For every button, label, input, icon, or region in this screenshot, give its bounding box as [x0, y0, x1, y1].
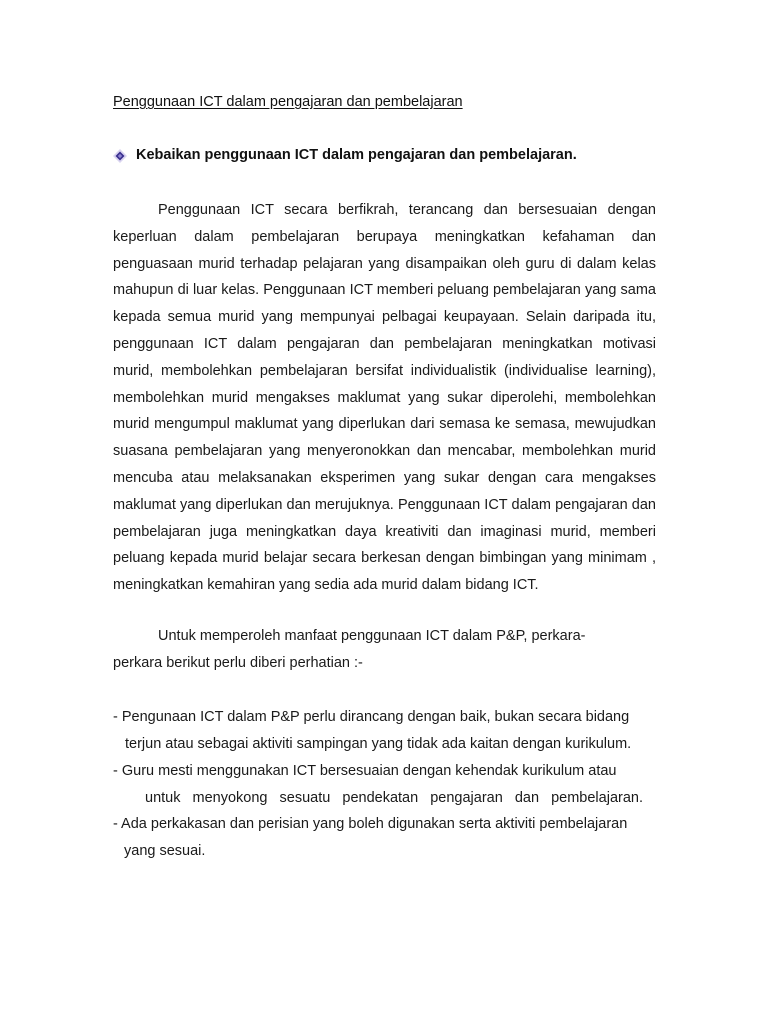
paragraph-1: Penggunaan ICT secara berfikrah, terancang dan bersesuaian dengan keperluan dalam pembelajaran berupaya meningkatkan kefahaman dan penguasaan murid terhadap pelajaran yang disampaikan oleh guru di dalam kelas mahupun di luar kelas. Penggunaan ICT memberi peluang pembelajaran yang sama kepada semua murid yang mempunyai pelbagai keupayaan. Selain daripada itu, penggunaan ICT dalam pengajaran dan pembelajaran meningkatkan motivasi murid, membolehkan pembelajaran bersifat individualistik (individualise learning), membolehkan murid mengakses maklumat yang sukar diperolehi, membolehkan murid mengumpul maklumat yang diperlukan dari semasa ke semasa, mewujudkan suasana pembelajaran yang menyeronokkan dan mencabar, membolehkan murid mencuba atau melaksanakan eksperimen yang sukar dengan cara mengakses maklumat yang diperlukan dan merujuknya. Penggunaan ICT dalam pengajaran dan pembelajaran juga meningkatkan daya kreativiti dan imaginasi murid, memberi peluang kepada murid belajar secara berkesan dengan bimbingan yang minimam , meningkatkan kemahiran yang sedia ada murid dalam bidang ICT.	[113, 202, 656, 594]
diamond-bullet-icon	[113, 149, 127, 163]
list-item-3-line-2: yang sesuai.	[124, 843, 206, 859]
section-heading: Kebaikan penggunaan ICT dalam pengajaran dan pembelajaran.	[136, 147, 577, 163]
paragraph-2-line-1: Untuk memperoleh manfaat penggunaan ICT dalam P&P, perkara-	[158, 628, 586, 644]
list-item-2-line-1: - Guru mesti menggunakan ICT bersesuaian dengan kehendak kurikulum atau	[113, 763, 617, 779]
list-item-1-line-1: - Pengunaan ICT dalam P&P perlu dirancang dengan baik, bukan secara bidang	[113, 709, 630, 725]
body-paragraph-block	[113, 197, 656, 599]
list-item-1-line-2: terjun atau sebagai aktiviti sampingan yang tidak ada kaitan dengan kurikulum.	[125, 736, 632, 752]
paragraph-2-line-2: perkara berikut perlu diberi perhatian :-	[113, 655, 363, 671]
section-heading-row	[113, 147, 673, 167]
list-item-2-line-2: untuk menyokong sesuatu pendekatan pengajaran dan pembelajaran.	[145, 790, 643, 806]
document-title: Penggunaan ICT dalam pengajaran dan pembelajaran	[113, 94, 463, 110]
list-item-3-line-1: - Ada perkakasan dan perisian yang boleh digunakan serta aktiviti pembelajaran	[113, 816, 628, 832]
